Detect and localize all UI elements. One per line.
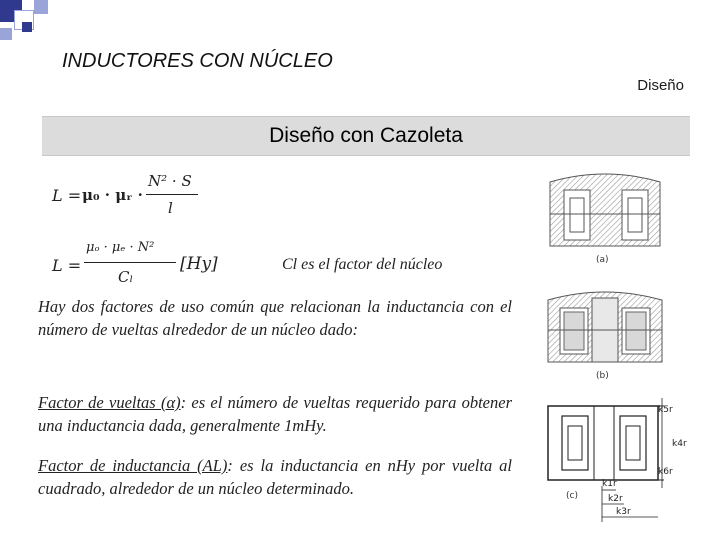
page-title: INDUCTORES CON NÚCLEO [62, 50, 333, 72]
formula-2-lhs: L = [52, 256, 82, 275]
figure-c-dim-k5r: k5r [658, 405, 673, 415]
formula-1-numerator: N² · S [148, 172, 192, 190]
formula-1-coef: μ₀ · μᵣ · [82, 186, 143, 204]
pot-core-figure-a [540, 162, 670, 270]
cl-factor-note: Cl es el factor del núcleo [282, 256, 443, 273]
formula-2-unit: [Hy] [180, 254, 218, 274]
formula-inductance-1 [52, 172, 212, 222]
decor-square-3 [34, 0, 48, 14]
pot-core-figure-b [540, 278, 670, 386]
figure-c-dim-k1r: k1r [602, 479, 617, 489]
figure-c-dim-k2r: k2r [608, 494, 623, 504]
formula-1-denominator: l [168, 199, 173, 217]
formula-2-denominator: Cₗ [118, 268, 134, 286]
formula-2-numerator: μₒ · μₑ · N² [86, 240, 155, 255]
figure-c-dim-k6r: k6r [658, 467, 673, 477]
formula-1-lhs: L = [52, 186, 82, 205]
formula-inductance-2 [52, 238, 232, 292]
inductance-factor-term: Factor de inductancia (AL) [38, 456, 228, 475]
paragraph-two-factors: Hay dos factores de uso común que relacionan la inductancia con el número de vueltas alrededor de un núcleo dado: [38, 297, 512, 339]
pot-core-figure-c [540, 390, 700, 522]
figure-c-dim-k3r: k3r [616, 507, 631, 517]
formula-2-fraction-bar [84, 262, 176, 263]
turns-factor-term: Factor de vueltas (α) [38, 393, 181, 412]
turns-factor-definition: : es el número de vueltas requerido para obtener una inductancia dada, generalmente 1mHy. [38, 393, 512, 435]
decor-square-5 [0, 28, 12, 40]
formula-1-fraction-bar [146, 194, 198, 195]
decor-square-4 [22, 22, 32, 32]
figure-c-label: (c) [566, 491, 578, 501]
paragraph-turns-factor [38, 392, 512, 437]
paragraph-inductance-factor [38, 455, 512, 500]
figure-a-label: (a) [596, 255, 609, 265]
figure-c-dim-k4r: k4r [672, 439, 687, 449]
section-label: Diseño [637, 77, 684, 94]
figure-b-label: (b) [596, 371, 609, 381]
section-banner: Diseño con Cazoleta [42, 116, 690, 156]
inductance-factor-definition: : es la inductancia en nHy por vuelta al cuadrado, alrededor de un núcleo determinado. [38, 456, 512, 498]
